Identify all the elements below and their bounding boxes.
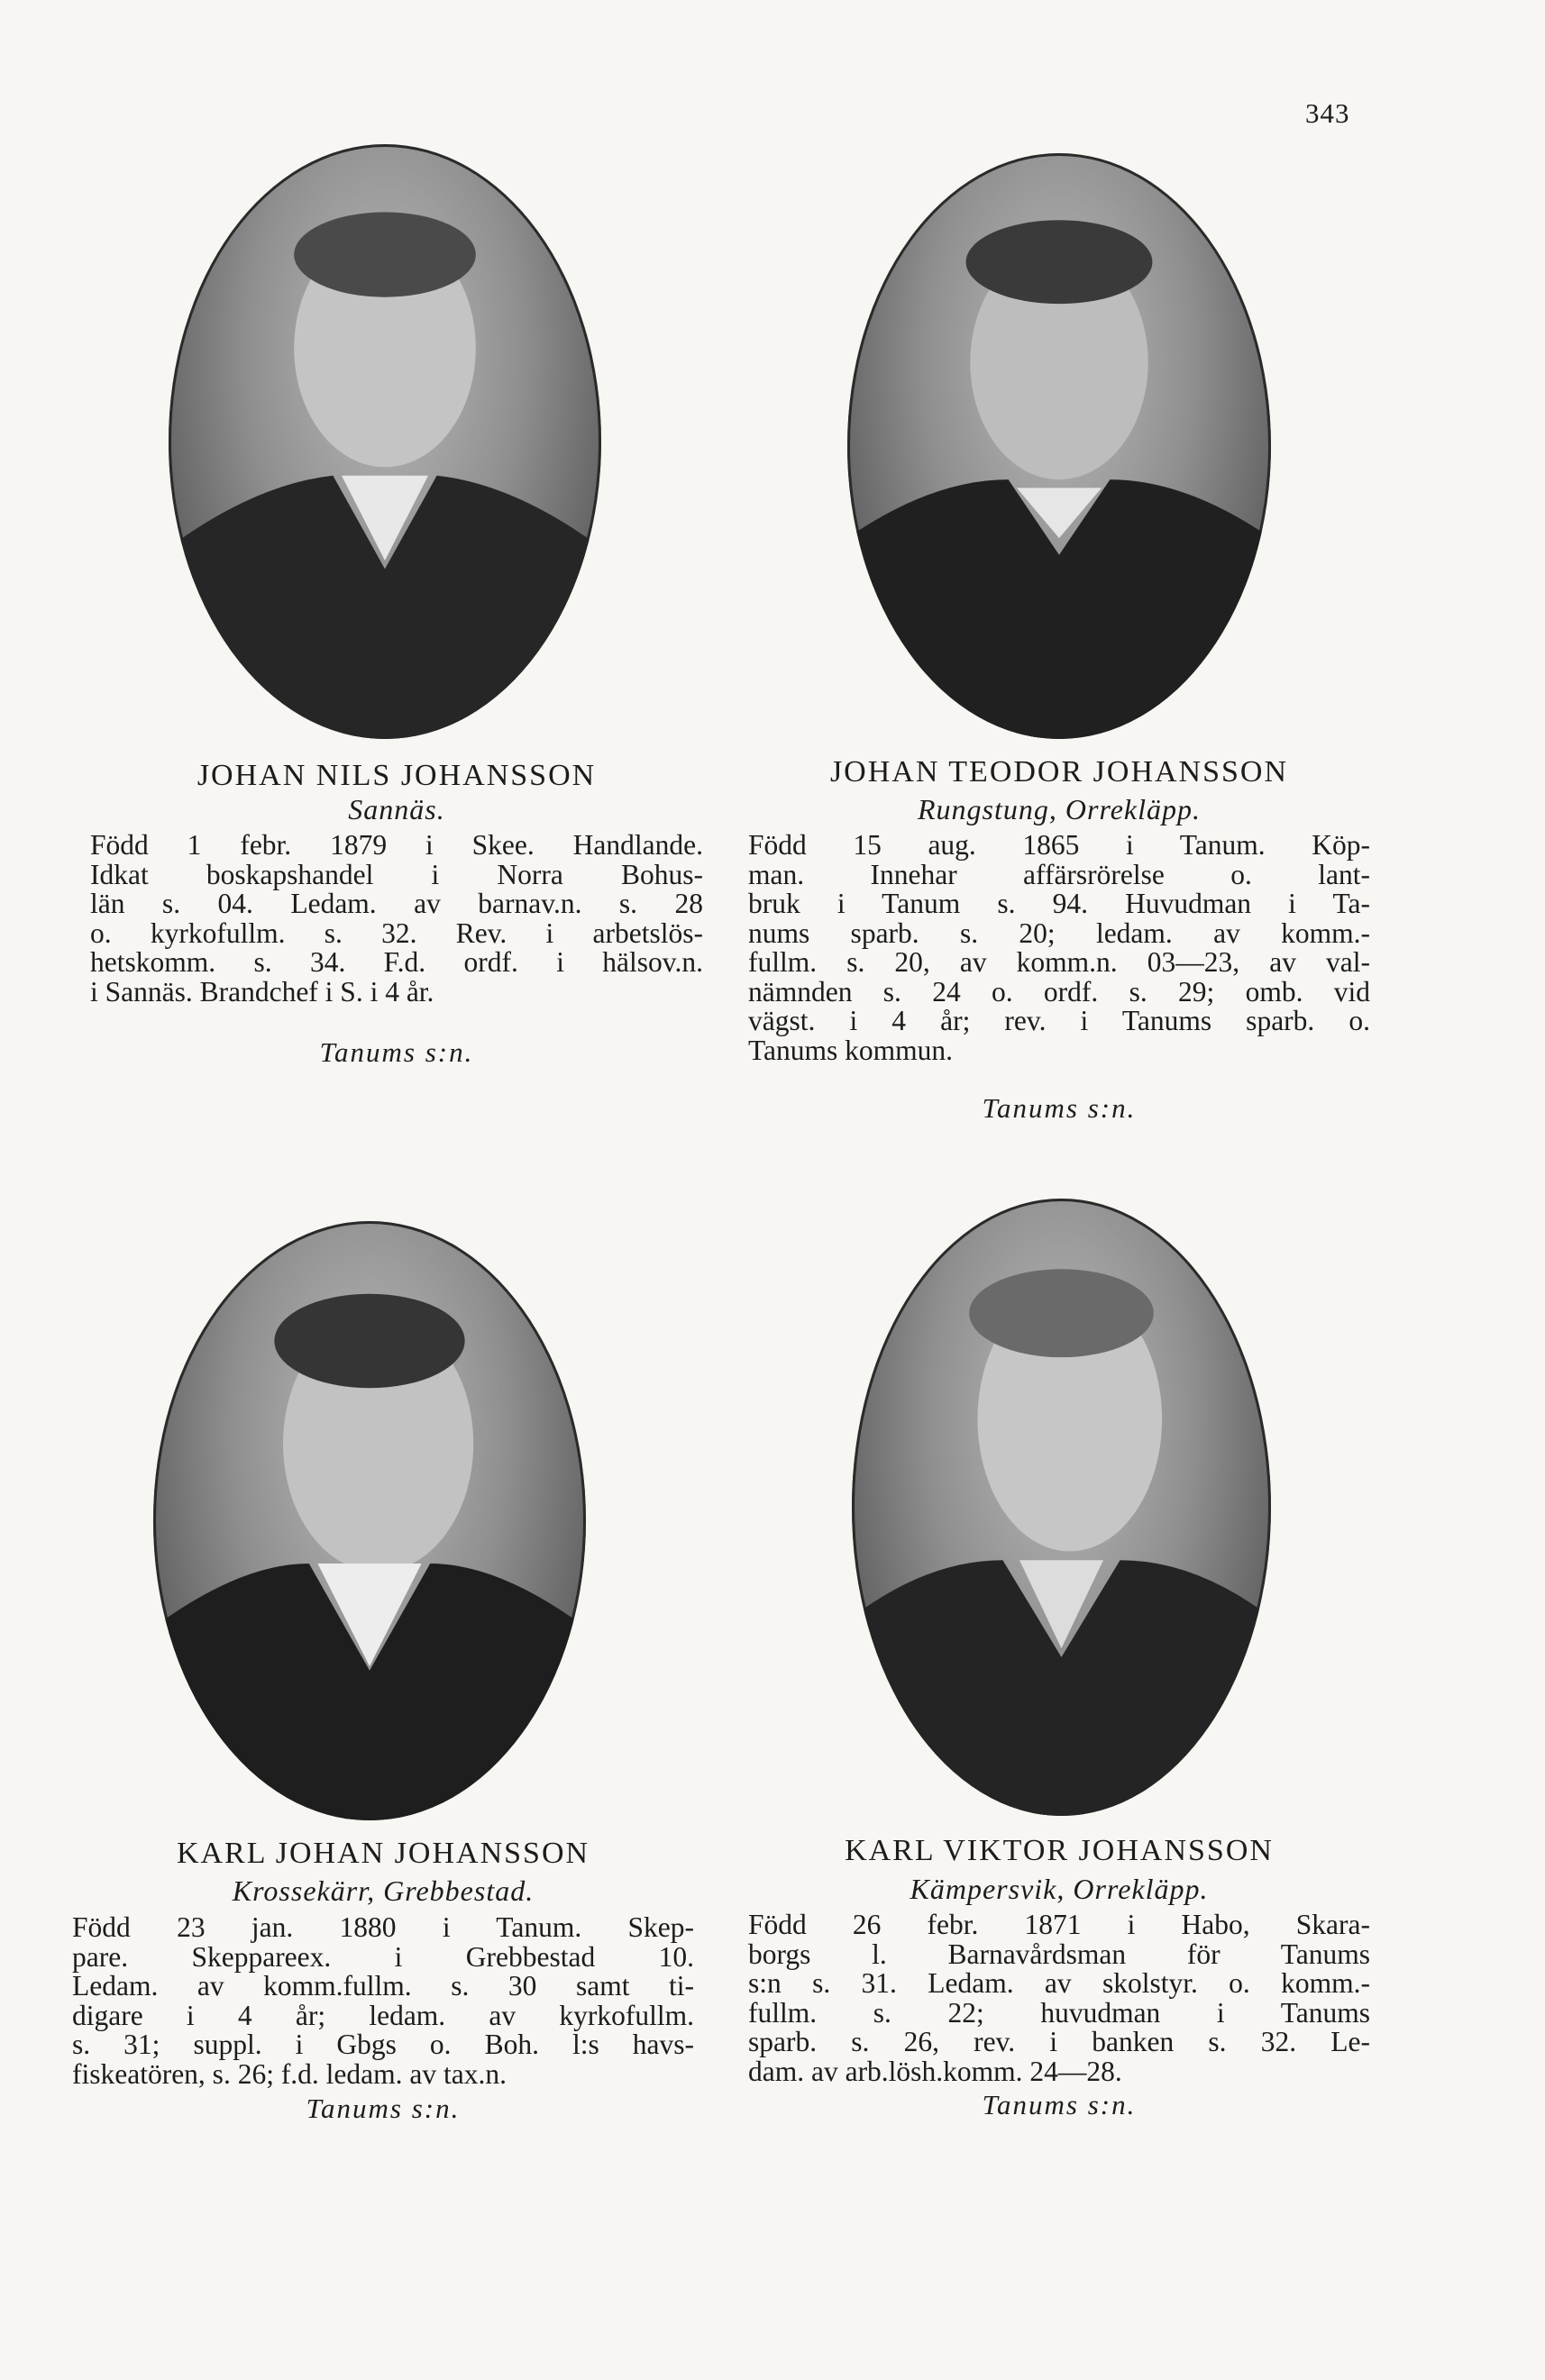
bio-line: vägst. i 4 år; rev. i Tanums sparb. o. (748, 1005, 1370, 1036)
bio-line: fullm. s. 20, av komm.n. 03—23, av val- (748, 946, 1370, 978)
portrait-photo (852, 1199, 1271, 1816)
bio-line: Född 23 jan. 1880 i Tanum. Skep- (72, 1911, 694, 1943)
bio-line: län s. 04. Ledam. av barnav.n. s. 28 (90, 888, 703, 919)
parish: Tanums s:n. (982, 1092, 1137, 1124)
entry-karl-johan (72, 0, 694, 2217)
bio-line: man. Innehar affärsrörelse o. lant- (748, 858, 1370, 890)
bio-line: digare i 4 år; ledam. av kyrkofullm. (72, 1999, 694, 2031)
residence: Sannäs. (348, 793, 445, 825)
biography (72, 1913, 694, 2089)
bio-line: Idkat boskapshandel i Norra Bohus- (90, 858, 703, 890)
residence: Kämpersvik, Orrekläpp. (910, 1873, 1209, 1905)
entry-karl-viktor (748, 0, 1370, 2217)
bio-line: pare. Skeppareex. i Grebbestad 10. (72, 1940, 694, 1973)
residence: Krossekärr, Grebbestad. (232, 1874, 535, 1907)
bio-line: fullm. s. 22; huvudman i Tanums (748, 1996, 1370, 2029)
parish: Tanums s:n. (306, 2093, 461, 2124)
bio-line: Född 1 febr. 1879 i Skee. Handlande. (90, 829, 703, 861)
portrait-photo (153, 1221, 586, 1820)
parish: Tanums s:n. (319, 1036, 474, 1068)
bio-line: borgs l. Barnavårdsman för Tanums (748, 1938, 1370, 1970)
bio-line: nums sparb. s. 20; ledam. av komm.- (748, 916, 1370, 949)
bio-line: sparb. s. 26, rev. i banken s. 32. Le- (748, 2026, 1370, 2057)
bio-line: fiskeatören, s. 26; f.d. ledam. av tax.n. (72, 2057, 507, 2090)
bio-line: s:n s. 31. Ledam. av skolstyr. o. komm.- (748, 1967, 1370, 1999)
bio-line: Ledam. av komm.fullm. s. 30 samt ti- (72, 1970, 694, 2002)
parish: Tanums s:n. (982, 2089, 1137, 2120)
bio-line: dam. av arb.lösh.komm. 24—28. (748, 2055, 1122, 2087)
residence: Rungstung, Orrekläpp. (917, 793, 1201, 825)
person-name: KARL VIKTOR JOHANSSON (845, 1834, 1274, 1867)
bio-line: s. 31; suppl. i Gbgs o. Boh. l:s havs- (72, 2029, 694, 2060)
page-number: 343 (1305, 97, 1350, 129)
person-name: KARL JOHAN JOHANSSON (176, 1837, 590, 1870)
bio-line: hetskomm. s. 34. F.d. ordf. i hälsov.n. (90, 946, 703, 978)
bio-line: Tanums kommun. (748, 1034, 954, 1066)
person-name: JOHAN TEODOR JOHANSSON (829, 755, 1289, 789)
bio-line: bruk i Tanum s. 94. Huvudman i Ta- (748, 888, 1370, 919)
biography (748, 1910, 1370, 2086)
bio-line: nämnden s. 24 o. ordf. s. 29; omb. vid (748, 975, 1370, 1008)
bio-line: o. kyrkofullm. s. 32. Rev. i arbetslös- (90, 916, 703, 949)
bio-line: Född 15 aug. 1865 i Tanum. Köp- (748, 829, 1370, 861)
bio-line: i Sannäs. Brandchef i S. i 4 år. (90, 975, 434, 1008)
person-name: JOHAN NILS JOHANSSON (197, 759, 597, 792)
bio-line: Född 26 febr. 1871 i Habo, Skara- (748, 1909, 1370, 1940)
